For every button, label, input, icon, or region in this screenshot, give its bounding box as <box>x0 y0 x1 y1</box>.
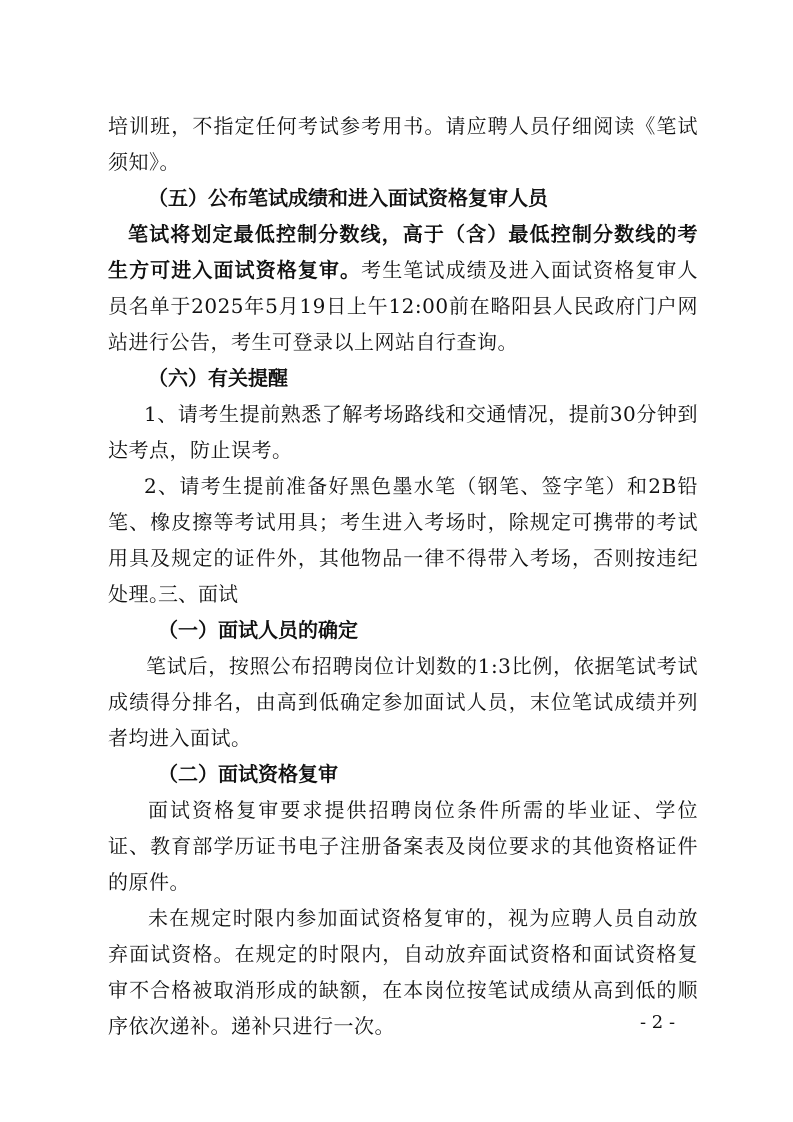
paragraph-section-five-rest: 考生笔试成绩及进入面试资格复审人员名单于2025年5月19日上午12:00前在略阳县人民政府门户网站进行公告，考生可登录以上网站自行查询。 <box>108 258 699 354</box>
paragraph-interview-personnel: 笔试后，按照公布招聘岗位计划数的1:3比例，依据笔试考试成绩得分排名，由高到低确定参加面试人员，末位笔试成绩并列者均进入面试。 <box>108 654 698 750</box>
paragraph-section-five-bold: 笔试将划定最低控制分数线，高于（含）最低控制分数线的考生方可进入面试资格复审。 <box>108 222 698 282</box>
heading-interview-personnel: （一）面试人员的确定 <box>158 618 358 642</box>
heading-interview: 三、面试 <box>158 582 238 606</box>
paragraph-qualification-forfeit: 未在规定时限内参加面试资格复审的，视为应聘人员自动放弃面试资格。在规定的时限内，自动放弃面试资格和面试资格复审不合格被取消形成的缺额，在本岗位按笔试成绩从高到低的顺序依次递补。递补只进行一次。 <box>108 906 698 1038</box>
paragraph-section-five <box>108 216 698 360</box>
heading-qualification-review: （二）面试资格复审 <box>158 762 338 786</box>
page-number: - 2 - <box>640 1012 676 1033</box>
heading-section-five: （五）公布笔试成绩和进入面试资格复审人员 <box>148 186 548 210</box>
paragraph-reminder-2: 2、请考生提前准备好黑色墨水笔（钢笔、签字笔）和2B铅笔、橡皮擦等考试用具；考生进入考场时，除规定可携带的考试用具及规定的证件外，其他物品一律不得带入考场，否则按违纪处理。 <box>108 474 698 606</box>
paragraph-reminder-1: 1、请考生提前熟悉了解考场路线和交通情况，提前30分钟到达考点，防止误考。 <box>108 402 698 462</box>
heading-section-six: （六）有关提醒 <box>148 366 288 390</box>
paragraph-qualification-review: 面试资格复审要求提供招聘岗位条件所需的毕业证、学位证、教育部学历证书电子注册备案表及岗位要求的其他资格证件的原件。 <box>108 798 698 894</box>
paragraph-intro: 培训班，不指定任何考试参考用书。请应聘人员仔细阅读《笔试须知》。 <box>108 114 698 174</box>
